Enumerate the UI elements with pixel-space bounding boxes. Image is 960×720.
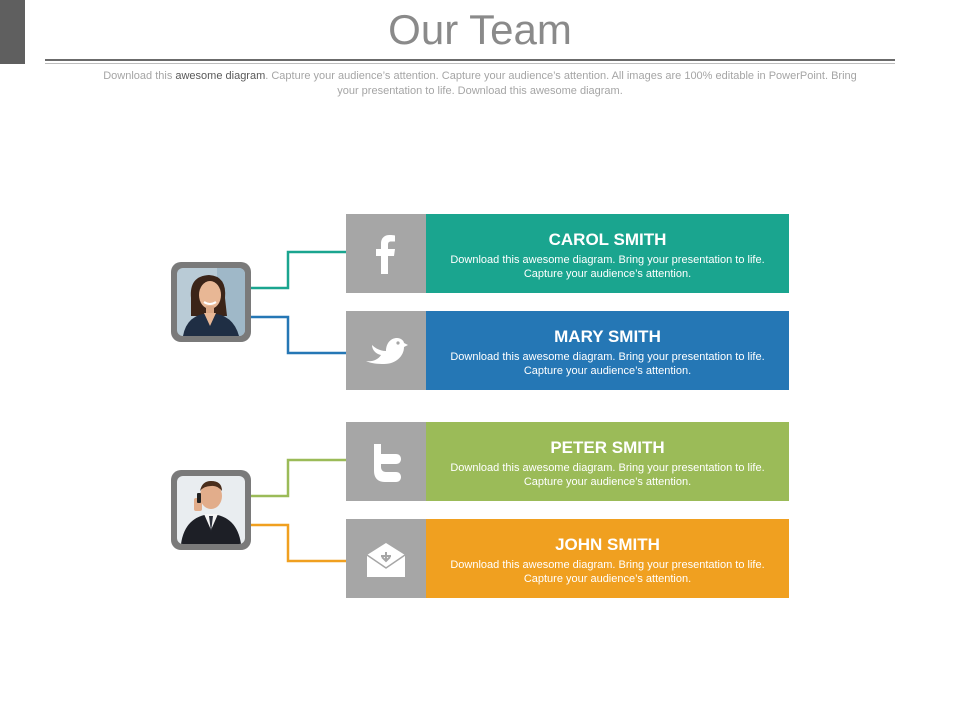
card-body [426, 311, 789, 390]
member-description: Download this awesome diagram. Bring your presentation to life. Capture your audience’s attention. [450, 559, 765, 585]
member-description: Download this awesome diagram. Bring your presentation to life. Capture your audience’s attention. [450, 462, 765, 488]
card-icon-box [346, 311, 426, 390]
member-card-mary [346, 311, 789, 390]
member-card-john [346, 519, 789, 598]
connector-john [250, 525, 346, 561]
card-body [426, 422, 789, 501]
page-title: Our Team [388, 6, 572, 53]
mail-icon [364, 537, 408, 581]
subtitle-text-1: Download this [103, 70, 176, 82]
card-icon-box [346, 519, 426, 598]
connector-mary [250, 317, 346, 353]
member-card-peter [346, 422, 789, 501]
card-body [426, 214, 789, 293]
member-name: PETER SMITH [550, 438, 665, 457]
card-body [426, 519, 789, 598]
man-avatar [177, 476, 245, 544]
member-description: Download this awesome diagram. Bring your presentation to life. Capture your audience’s attention. [450, 254, 765, 280]
connector-peter [250, 460, 346, 496]
member-name: CAROL SMITH [548, 230, 667, 249]
member-name: JOHN SMITH [555, 535, 660, 554]
woman-avatar [177, 268, 245, 336]
avatar-frame-woman [171, 262, 251, 342]
card-icon-box [346, 214, 426, 293]
avatar-frame-man [171, 470, 251, 550]
facebook-icon [364, 232, 408, 276]
connector-carol [250, 252, 346, 288]
card-icon-box [346, 422, 426, 501]
member-description: Download this awesome diagram. Bring your presentation to life. Capture your audience’s attention. [450, 351, 765, 377]
member-name: MARY SMITH [554, 327, 661, 346]
subtitle-emphasis: awesome diagram [175, 70, 266, 82]
bird-icon [364, 329, 408, 373]
subtitle-text-2: . Capture your audience’s attention. Capture your audience’s attention. All images are 100% editable in PowerPoint. Bring your presentation to life. Download this awesome diagram. [265, 70, 857, 97]
member-card-carol [346, 214, 789, 293]
twitter-icon [364, 440, 408, 484]
